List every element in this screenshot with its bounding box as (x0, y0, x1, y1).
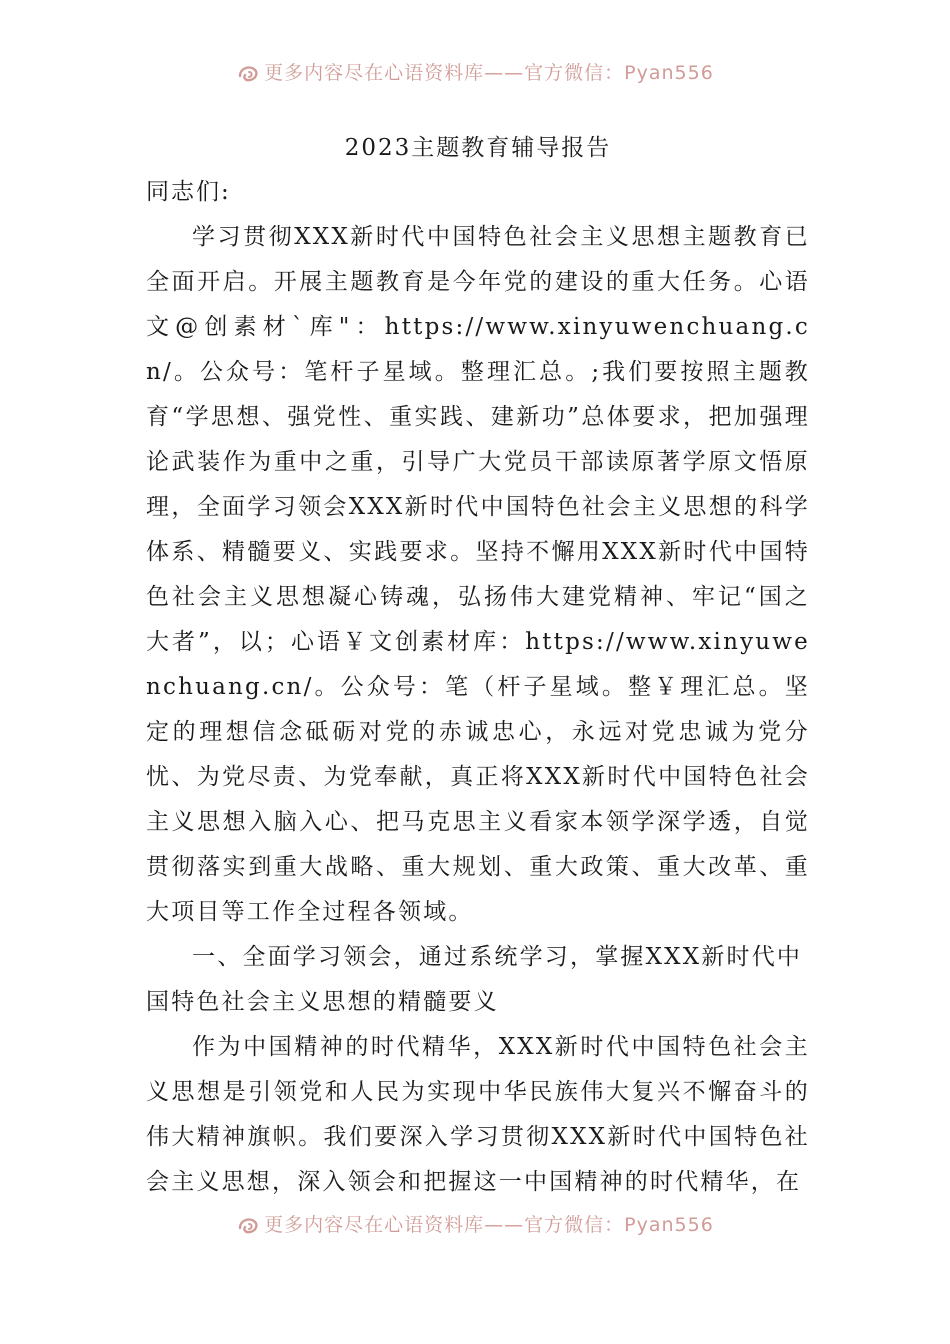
swirl-logo-icon (236, 62, 260, 84)
section-paragraph: 作为中国精神的时代精华，XXX新时代中国特色社会主义思想是引领党和人民为实现中华民族伟大复兴不懈奋斗的伟大精神旗帜。我们要深入学习贯彻XXX新时代中国特色社会主义思想，深入领会和把握这一中国精神的时代精华，在 (146, 1034, 810, 1195)
watermark-text: 更多内容尽在心语资料库——官方微信：Pyan556 (264, 1214, 714, 1236)
watermark-text: 更多内容尽在心语资料库——官方微信：Pyan556 (264, 62, 714, 84)
document-body (146, 126, 810, 1205)
section-heading: 一、全面学习领会，通过系统学习，掌握XXX新时代中国特色社会主义思想的精髓要义 (146, 944, 803, 1015)
header-watermark (0, 58, 950, 85)
intro-paragraph: 学习贯彻XXX新时代中国特色社会主义思想主题教育已全面开启。开展主题教育是今年党的建设的重大任务。心语文@创素材`库"：https://www.xinyuwenchuang.cn/。公众号：笔杆子星域。整理汇总。;我们要按照主题教育“学思想、强党性、重实践、建新功”总体要求，把加强理论武装作为重中之重，引导广大党员干部读原著学原文悟原理，全面学习领会XXX新时代中国特色社会主义思想的科学体系、精髓要义、实践要求。坚持不懈用XXX新时代中国特色社会主义思想凝心铸魂，弘扬伟大建党精神、牢记“国之大者”，以；心语￥文创素材库：https://www.xinyuwenchuang.cn/。公众号：笔（杆子星域。整￥理汇总。坚定的理想信念砥砺对党的赤诚忠心，永远对党忠诚为党分忧、为党尽责、为党奉献，真正将XXX新时代中国特色社会主义思想入脑入心、把马克思主义看家本领学深学透，自觉贯彻落实到重大战略、重大规划、重大政策、重大改革、重大项目等工作全过程各领域。 (146, 224, 810, 925)
document-title: 2023主题教育辅导报告 (344, 135, 612, 161)
swirl-logo-icon (236, 1214, 260, 1236)
greeting: 同志们: (146, 179, 231, 205)
footer-watermark (0, 1210, 950, 1237)
